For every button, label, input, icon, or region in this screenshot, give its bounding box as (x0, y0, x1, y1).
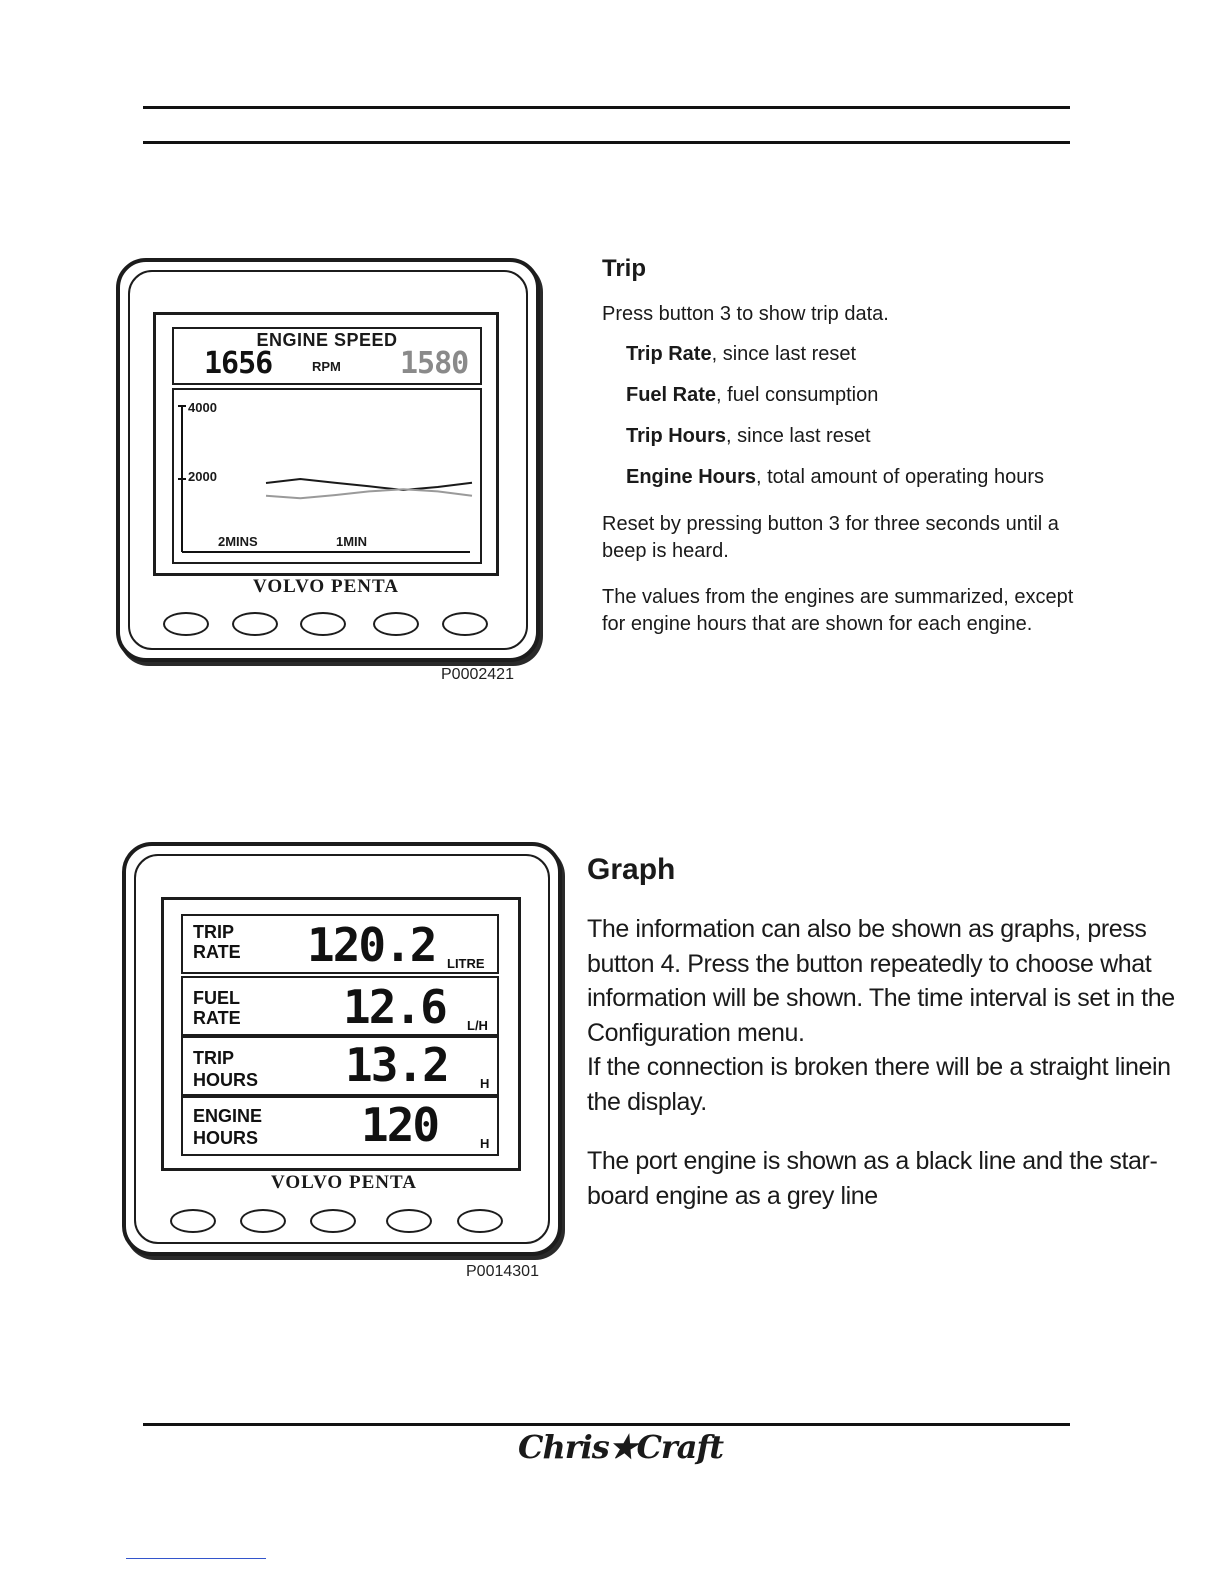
y-label-2000: 2000 (188, 469, 217, 484)
row-label-line2: RATE (193, 942, 241, 962)
row-label-line1: FUEL (193, 988, 240, 1008)
display-button-1[interactable] (170, 1209, 216, 1233)
desc: , total amount of operating hours (756, 466, 1044, 488)
trip-item-engine-hours (626, 464, 1044, 491)
term: Engine Hours (626, 466, 757, 488)
line: Configuration menu. (587, 1018, 805, 1047)
figure-code: P0002421 (441, 666, 514, 683)
chris-craft-logo: Chris★Craft (518, 1428, 724, 1466)
header-rule-bottom (143, 141, 1070, 144)
display-button-5[interactable] (442, 612, 488, 636)
volvo-penta-logo: VOLVO PENTA (253, 576, 399, 597)
graph-paragraph-2 (587, 1144, 1157, 1213)
display-button-3[interactable] (310, 1209, 356, 1233)
port-rpm-readout: 1656 (204, 346, 273, 381)
line: The values from the engines are summarized, except (602, 586, 1074, 608)
row-unit: H (480, 1076, 490, 1091)
graph-paragraph-1 (587, 912, 1175, 1119)
display-button-2[interactable] (240, 1209, 286, 1233)
starboard-engine-line (266, 489, 472, 498)
term: Trip Hours (626, 425, 727, 447)
rpm-unit-label: RPM (312, 359, 341, 374)
engine-speed-graph-box (172, 388, 482, 564)
header-rule-top (143, 106, 1070, 109)
line: The port engine is shown as a black line and the star- (587, 1147, 1158, 1175)
trip-summary-paragraph (602, 584, 1073, 638)
display-button-2[interactable] (232, 612, 278, 636)
desc: , since last reset (726, 425, 871, 447)
desc: , fuel consumption (716, 384, 879, 406)
trip-hours-row (181, 1036, 499, 1096)
graph-heading: Graph (587, 853, 676, 886)
row-unit: H (480, 1136, 490, 1151)
volvo-penta-logo: VOLVO PENTA (271, 1172, 417, 1193)
line: board engine as a grey line (587, 1181, 878, 1210)
term: Fuel Rate (626, 384, 717, 406)
row-value: 13.2 (345, 1038, 448, 1092)
engine-speed-title: ENGINE SPEED (256, 330, 398, 350)
trip-intro: Press button 3 to show trip data. (602, 303, 889, 325)
line: The information can also be shown as graphs, press (587, 915, 1147, 943)
line: If the connection is broken there will be a straight linein (587, 1053, 1171, 1081)
line: Reset by pressing button 3 for three seconds until a (602, 513, 1059, 535)
row-label-line1: ENGINE (193, 1106, 263, 1126)
trip-item-trip-rate (626, 341, 856, 368)
line: button 4. Press the button repeatedly to choose what (587, 949, 1152, 978)
line: the display. (587, 1087, 707, 1116)
row-value: 120.2 (307, 918, 436, 972)
display-button-5[interactable] (457, 1209, 503, 1233)
display-button-1[interactable] (163, 612, 209, 636)
trip-heading: Trip (602, 255, 647, 282)
footer-link-underline (126, 1558, 266, 1559)
row-label-line2: RATE (193, 1008, 241, 1028)
trip-item-fuel-rate (626, 382, 878, 409)
engine-hours-row (181, 1096, 499, 1156)
footer-rule (143, 1423, 1070, 1426)
row-label-line1: TRIP (193, 922, 235, 942)
line: beep is heard. (602, 540, 729, 562)
fuel-rate-row (181, 976, 499, 1036)
line: information will be shown. The time interval is set in the (587, 984, 1175, 1012)
row-label-line1: TRIP (193, 1048, 235, 1068)
display-button-4[interactable] (373, 612, 419, 636)
y-label-4000: 4000 (188, 400, 217, 415)
x-label-1min: 1MIN (336, 534, 368, 549)
starboard-rpm-readout: 1580 (400, 346, 469, 381)
row-label-line2: HOURS (193, 1128, 259, 1148)
display-button-4[interactable] (386, 1209, 432, 1233)
desc: , since last reset (711, 343, 857, 365)
row-value: 120 (361, 1098, 439, 1152)
display-button-3[interactable] (300, 612, 346, 636)
row-unit: L/H (467, 1018, 488, 1033)
trip-reset-paragraph (602, 511, 1059, 565)
engine-speed-header-box (172, 327, 482, 385)
row-label-line2: HOURS (193, 1070, 259, 1090)
figure-code: P0014301 (466, 1263, 539, 1280)
row-value: 12.6 (343, 980, 446, 1034)
x-label-2mins: 2MINS (218, 534, 258, 549)
term: Trip Rate (626, 343, 712, 365)
trip-item-trip-hours (626, 423, 871, 450)
trip-rate-row (181, 914, 499, 974)
row-unit: LITRE (447, 956, 485, 971)
port-engine-line (266, 479, 472, 490)
line: for engine hours that are shown for each engine. (602, 613, 1033, 635)
